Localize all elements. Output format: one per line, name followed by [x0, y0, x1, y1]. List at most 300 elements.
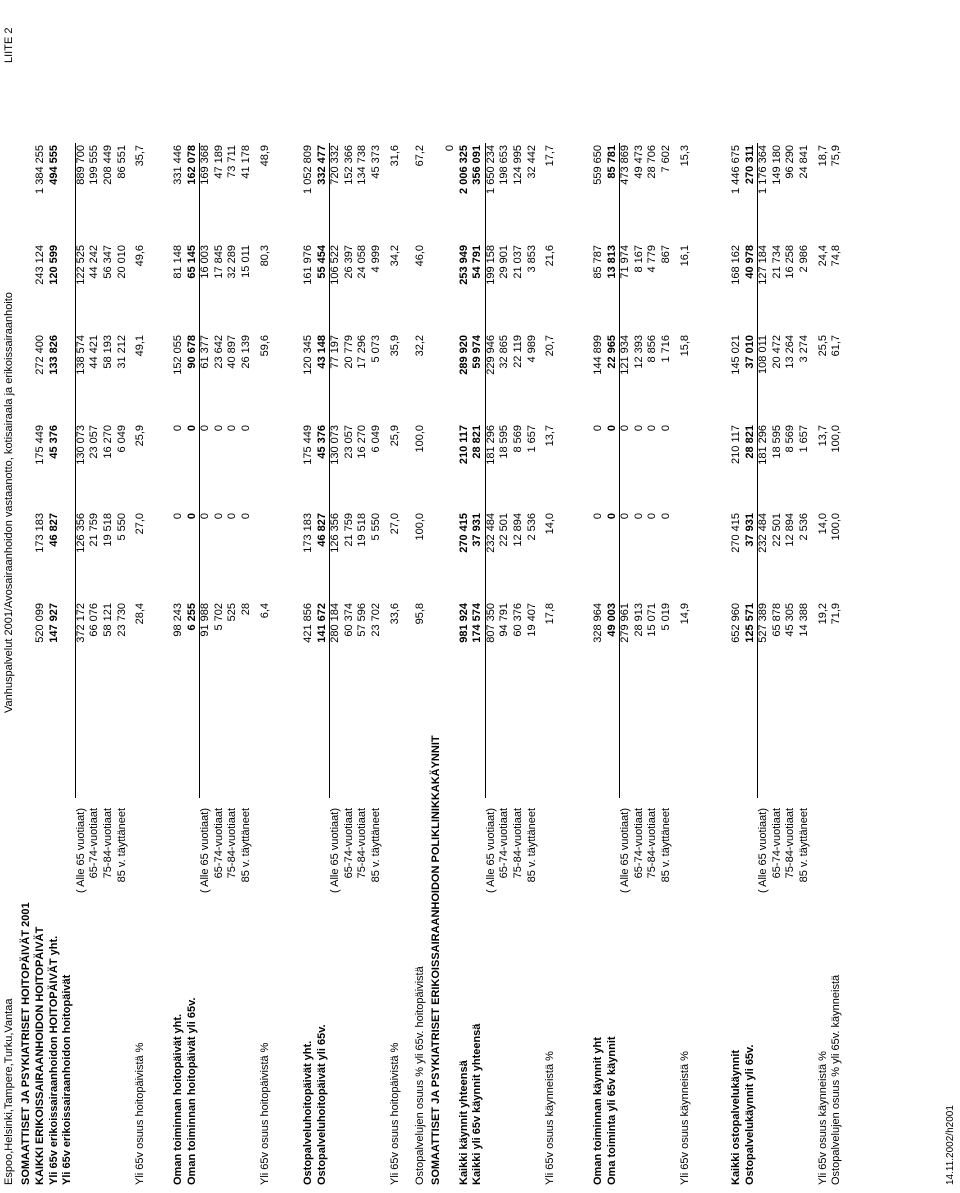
cell-value: 4 999	[370, 245, 382, 273]
cell-value: 15 011	[240, 245, 252, 278]
cell-value: 0	[212, 513, 225, 520]
table-row	[512, 0, 525, 1193]
cell-value: 54 791	[471, 245, 484, 279]
cell-value: 44 421	[88, 335, 101, 369]
row-label: Kaikki ostopalvelukäynnit	[730, 1049, 742, 1185]
cell-value: 14,0	[544, 513, 557, 535]
cell-value: 12 894	[512, 513, 524, 547]
cell-value: 229 946	[484, 335, 497, 375]
cell-value: 5 550	[115, 513, 128, 541]
cell-value: 243 124	[34, 245, 46, 285]
cell-value: 28,4	[134, 603, 147, 625]
table-row	[660, 0, 673, 1193]
cell-value: 45 376	[47, 425, 60, 459]
table-row	[356, 0, 369, 1193]
row-label: Oman toiminnan hoitopäivät yli 65v.	[185, 997, 198, 1185]
cell-value: 21,6	[544, 245, 557, 267]
cell-value: 45 305	[784, 603, 797, 637]
cell-value: 208 449	[102, 145, 114, 185]
table-row	[186, 0, 199, 1193]
cell-value: 867	[660, 245, 672, 264]
cell-value: 20,7	[544, 335, 557, 357]
cell-value: 161 976	[302, 245, 314, 285]
row-label: ( Alle 65 vuotiaat)	[74, 808, 87, 893]
cell-value: 37 931	[471, 513, 484, 547]
cell-value: 22 965	[605, 335, 618, 369]
cell-value: 80,3	[258, 245, 271, 267]
cell-value: 8 167	[632, 245, 645, 273]
cell-value: 59,6	[258, 335, 271, 357]
row-label: ( Alle 65 vuotiaat)	[484, 808, 497, 893]
row-label: Yli 65v osuus hoitopäivistä %	[258, 1042, 271, 1185]
cell-value: 13,7	[816, 425, 829, 447]
cell-value: 18,7	[816, 145, 829, 167]
cell-value: 981 924	[457, 603, 470, 643]
row-label: 75-84-vuotiaat	[646, 808, 659, 879]
table-row	[226, 0, 239, 1193]
row-label: ( Alle 65 vuotiaat)	[757, 808, 770, 893]
cell-value: 58 121	[102, 603, 114, 637]
cell-value: 22 119	[512, 335, 524, 368]
cell-value: 0	[199, 513, 212, 520]
cell-value: 270 311	[743, 145, 756, 185]
cell-value: 1 716	[660, 335, 672, 363]
cell-value: 61 377	[199, 335, 212, 369]
cell-value: 58 193	[102, 335, 114, 369]
cell-value: 0	[240, 425, 252, 432]
cell-value: 49 003	[605, 603, 618, 637]
cell-value: 31 212	[115, 335, 128, 369]
cell-value: 473 869	[619, 145, 632, 185]
cell-value: 17 845	[212, 245, 225, 279]
cell-value: 19,2	[816, 603, 829, 625]
cell-value: 32 289	[226, 245, 239, 279]
cell-value: 331 446	[172, 145, 184, 185]
cell-value: 16 003	[199, 245, 212, 279]
row-label: 85 v. täyttäneet	[798, 808, 810, 883]
cell-value: 100,0	[830, 425, 843, 453]
cell-value: 20 010	[115, 245, 128, 279]
cell-value: 23 057	[88, 425, 101, 459]
table-row	[771, 0, 784, 1193]
cell-value: 210 117	[457, 425, 470, 465]
cell-value: 0	[172, 513, 184, 520]
cell-value: 0	[185, 425, 198, 432]
cell-value: 8 856	[646, 335, 659, 363]
cell-value: 807 350	[484, 603, 497, 643]
cell-value: 0	[226, 425, 239, 432]
cell-value: 23 642	[212, 335, 225, 369]
cell-value: 65 145	[185, 245, 198, 279]
cell-value: 26 397	[342, 245, 355, 279]
cell-value: 120 345	[302, 335, 314, 375]
row-label: ( Alle 65 vuotiaat)	[329, 808, 342, 893]
cell-value: 5 702	[212, 603, 225, 631]
cell-value: 199 555	[88, 145, 101, 185]
cell-value: 145 021	[730, 335, 742, 375]
cell-value: 32 442	[525, 145, 538, 179]
table-row	[302, 0, 315, 1193]
row-label: Yli 65v erikoissairaanhoidon HOITOPÄIVÄT yht.	[47, 935, 60, 1185]
row-label: 85 v. täyttäneet	[525, 808, 538, 883]
cell-value: 169 368	[199, 145, 212, 185]
row-label: 65-74-vuotiaat	[632, 808, 645, 879]
cell-value: 18 595	[770, 425, 783, 459]
row-label: 85 v. täyttäneet	[660, 808, 672, 883]
row-label: Yli 65v osuus käynneistä %	[816, 1051, 829, 1185]
cell-value: 14,0	[816, 513, 829, 535]
cell-value: 100,0	[414, 425, 426, 453]
cell-value: 15,8	[678, 335, 691, 357]
cell-value: 130 073	[74, 425, 87, 465]
cell-value: 98 243	[172, 603, 184, 637]
table-row	[389, 0, 402, 1193]
cell-value: 23 730	[115, 603, 128, 637]
cell-value: 0	[592, 425, 604, 432]
table-row	[633, 0, 646, 1193]
cell-value: 210 117	[730, 425, 742, 464]
cell-value: 162 078	[185, 145, 198, 185]
cell-value: 494 555	[47, 145, 60, 185]
cell-value: 0	[444, 145, 456, 152]
cell-value: 16,1	[678, 245, 691, 267]
cell-value: 22 501	[498, 513, 511, 547]
cell-value: 17,7	[544, 145, 557, 167]
cell-value: 141 672	[315, 603, 328, 643]
cell-value: 2 536	[798, 513, 810, 541]
cell-value: 45 376	[315, 425, 328, 459]
cell-value: 61,7	[830, 335, 843, 357]
cell-value: 73 711	[226, 145, 239, 178]
cell-value: 0	[172, 425, 184, 432]
cell-value: 19 407	[525, 603, 538, 637]
row-label: 75-84-vuotiaat	[226, 808, 239, 879]
cell-value: 32 865	[498, 335, 511, 369]
row-label: 75-84-vuotiaat	[512, 808, 524, 879]
section-title-hoitopaivat: SOMAATTISET JA PSYKIATRISET HOITOPÄIVÄT 2001	[20, 902, 32, 1185]
table-row	[414, 0, 427, 1193]
table-row	[172, 0, 185, 1193]
cell-value: 16 258	[784, 245, 797, 279]
cell-value: 181 296	[484, 425, 497, 465]
row-label: 65-74-vuotiaat	[498, 808, 511, 879]
table-row	[817, 0, 830, 1193]
cell-value: 1 446 675	[730, 145, 742, 194]
cell-value: 126 356	[329, 513, 342, 553]
cell-value: 108 011	[757, 335, 770, 374]
cell-value: 35,7	[134, 145, 147, 167]
cell-value: 174 574	[471, 603, 484, 643]
cell-value: 3 853	[525, 245, 538, 273]
row-label: Yli 65v osuus käynneistä %	[678, 1051, 691, 1185]
cell-value: 86 551	[115, 145, 128, 179]
cell-value: 27,0	[388, 513, 401, 535]
cell-value: 328 964	[592, 603, 604, 643]
cell-value: 21 759	[342, 513, 355, 547]
cell-value: 17 296	[356, 335, 369, 369]
table-row	[646, 0, 659, 1193]
cell-value: 27,0	[134, 513, 147, 535]
cell-value: 71 974	[619, 245, 632, 279]
header-appendix: LIITE 2	[3, 27, 15, 63]
cell-value: 19 518	[102, 513, 114, 547]
cell-value: 1 650 234	[484, 145, 497, 194]
cell-value: 0	[199, 425, 212, 432]
cell-value: 421 856	[302, 603, 314, 643]
cell-value: 85 781	[605, 145, 618, 179]
cell-value: 253 949	[457, 245, 470, 285]
row-label: 65-74-vuotiaat	[770, 808, 783, 879]
cell-value: 198 653	[498, 145, 511, 185]
header-cities: Espoo,Helsinki,Tampere,Turku,Vantaa	[3, 998, 15, 1185]
table-row	[679, 0, 692, 1193]
cell-value: 8 569	[512, 425, 524, 453]
cell-value: 21 037	[512, 245, 524, 279]
row-label: Ostopalvelujen osuus % yli 65v. hoitopäivistä	[414, 966, 426, 1185]
cell-value: 28 821	[743, 425, 756, 459]
cell-value: 85 787	[592, 245, 604, 279]
cell-value: 7 602	[660, 145, 672, 173]
cell-value: 48,9	[258, 145, 271, 167]
cell-value: 175 449	[302, 425, 314, 465]
cell-value: 25,9	[388, 425, 401, 447]
cell-value: 173 183	[302, 513, 314, 553]
cell-value: 3 274	[798, 335, 810, 363]
cell-value: 23 057	[342, 425, 355, 459]
cell-value: 18 595	[498, 425, 511, 459]
cell-value: 28 706	[646, 145, 659, 179]
row-label: Ostopalveluhoitopäivät yli 65v.	[315, 1024, 328, 1185]
cell-value: 23 702	[370, 603, 382, 637]
table-row	[61, 0, 74, 1193]
cell-value: 55 454	[315, 245, 328, 279]
cell-value: 95,8	[414, 603, 426, 625]
cell-value: 2 986	[798, 245, 810, 273]
cell-value: 16 270	[102, 425, 114, 459]
cell-value: 520 099	[34, 603, 46, 643]
table-row	[544, 0, 557, 1193]
cell-value: 60 376	[512, 603, 524, 637]
cell-value: 25,5	[816, 335, 829, 357]
cell-value: 0	[240, 513, 252, 520]
section-title-kaynnit: SOMAATTISET JA PSYKIATRISET ERIKOISSAIRAANHOIDON POLIKLINIKKAKÄYNNIT	[430, 735, 442, 1185]
cell-value: 332 477	[315, 145, 328, 185]
row-label: KAIKKI ERIKOISSAIRAANHOIDON HOITOPÄIVÄT	[34, 926, 46, 1185]
cell-value: 720 332	[329, 145, 342, 185]
cell-value: 20 779	[342, 335, 355, 369]
cell-value: 0	[632, 425, 645, 432]
cell-value: 19 518	[356, 513, 369, 547]
cell-value: 28	[240, 603, 252, 616]
table-row	[259, 0, 272, 1193]
table-row	[329, 0, 342, 1193]
row-label: Yli 65v osuus hoitopäivistä %	[388, 1042, 401, 1185]
cell-value: 28 821	[471, 425, 484, 459]
row-label: Yli 65v osuus käynneistä %	[544, 1051, 557, 1185]
cell-value: 26 139	[240, 335, 252, 369]
cell-value: 652 960	[730, 603, 742, 643]
table-row	[744, 0, 757, 1193]
cell-value: 8 569	[784, 425, 797, 453]
table-row	[757, 0, 770, 1193]
row-label: ( Alle 65 vuotiaat)	[199, 808, 212, 893]
cell-value: 46 827	[315, 513, 328, 547]
row-label: 75-84-vuotiaat	[102, 808, 114, 879]
cell-value: 57 596	[356, 603, 369, 637]
row-label: Oman toiminnan käynnit yht	[592, 1037, 604, 1185]
cell-value: 138 574	[74, 335, 87, 375]
cell-value: 46,0	[414, 245, 426, 267]
cell-value: 122 525	[74, 245, 87, 285]
cell-value: 65 878	[770, 603, 783, 637]
cell-value: 37 931	[743, 513, 756, 547]
table-row	[485, 0, 498, 1193]
cell-value: 1 176 364	[757, 145, 770, 194]
cell-value: 1 657	[525, 425, 538, 453]
cell-value: 59 974	[471, 335, 484, 369]
cell-value: 0	[646, 425, 659, 432]
table-row	[213, 0, 226, 1193]
cell-value: 0	[632, 513, 645, 520]
row-label: Ostopalveluhoitopäivät yht.	[302, 1040, 314, 1185]
cell-value: 49,6	[134, 245, 147, 267]
table-row	[444, 0, 457, 1193]
cell-value: 175 449	[34, 425, 46, 465]
cell-value: 126 356	[74, 513, 87, 553]
table-row	[498, 0, 511, 1193]
cell-value: 525	[226, 603, 239, 622]
row-label: 75-84-vuotiaat	[784, 808, 797, 879]
table-row	[592, 0, 605, 1193]
table-row	[798, 0, 811, 1193]
header-title: Vanhuspalvelut 2001/Avosairaanhoidon vastaanotto, kotisairaala ja erikoissairaanhoito	[3, 292, 15, 713]
table-row	[370, 0, 383, 1193]
cell-value: 5 019	[660, 603, 672, 631]
cell-value: 16 270	[356, 425, 369, 459]
cell-value: 94 791	[498, 603, 511, 637]
table-row	[730, 0, 743, 1193]
table-row	[48, 0, 61, 1193]
cell-value: 889 700	[74, 145, 87, 185]
cell-value: 21 759	[88, 513, 101, 547]
cell-value: 96 290	[784, 145, 797, 179]
cell-value: 28 913	[632, 603, 645, 637]
cell-value: 14,9	[678, 603, 691, 625]
cell-value: 168 162	[730, 245, 742, 285]
cell-value: 24 058	[356, 245, 369, 279]
cell-value: 45 373	[370, 145, 382, 179]
table-row	[34, 0, 47, 1193]
cell-value: 5 073	[370, 335, 382, 363]
cell-value: 4 989	[525, 335, 538, 363]
cell-value: 6 049	[370, 425, 382, 453]
cell-value: 280 184	[329, 603, 342, 643]
cell-value: 91 988	[199, 603, 212, 637]
cell-value: 81 148	[172, 245, 184, 279]
cell-value: 289 920	[457, 335, 470, 375]
cell-value: 2 006 325	[457, 145, 470, 194]
cell-value: 173 183	[34, 513, 46, 553]
cell-value: 144 899	[592, 335, 604, 375]
cell-value: 6 255	[185, 603, 198, 631]
cell-value: 152 055	[172, 335, 184, 375]
cell-value: 5 550	[370, 513, 382, 541]
cell-value: 47 189	[212, 145, 225, 179]
cell-value: 21 734	[770, 245, 783, 279]
cell-value: 6 049	[115, 425, 128, 453]
cell-value: 22 501	[770, 513, 783, 547]
cell-value: 13 264	[784, 335, 797, 369]
cell-value: 40 978	[743, 245, 756, 279]
cell-value: 33,6	[388, 603, 401, 625]
cell-value: 232 484	[484, 513, 497, 553]
cell-value: 31,6	[388, 145, 401, 167]
row-label: 65-74-vuotiaat	[342, 808, 355, 879]
cell-value: 44 242	[88, 245, 101, 279]
cell-value: 75,9	[830, 145, 843, 167]
row-label: Ostopalvelukäynnit yli 65v.	[743, 1044, 756, 1185]
cell-value: 527 389	[757, 603, 770, 643]
table-row	[343, 0, 356, 1193]
row-label: Kaikki käynnit yhteensä	[457, 1060, 470, 1185]
footer-date: 14.11.2002/h2001	[945, 1105, 956, 1185]
cell-value: 74,8	[830, 245, 843, 267]
cell-value: 34,2	[388, 245, 401, 267]
cell-value: 40 897	[226, 335, 239, 369]
table-row	[784, 0, 797, 1193]
cell-value: 67,2	[414, 145, 426, 167]
cell-value: 17,8	[544, 603, 557, 625]
cell-value: 49 473	[632, 145, 645, 179]
cell-value: 66 076	[88, 603, 101, 637]
cell-value: 0	[605, 425, 618, 432]
table-row	[102, 0, 115, 1193]
cell-value: 0	[646, 513, 659, 520]
table-row	[830, 0, 843, 1193]
cell-value: 133 826	[47, 335, 60, 375]
cell-value: 0	[660, 513, 672, 520]
cell-value: 199 158	[484, 245, 497, 285]
cell-value: 0	[660, 425, 672, 432]
cell-value: 127 184	[757, 245, 770, 285]
row-label: 85 v. täyttäneet	[115, 808, 128, 883]
cell-value: 356 091	[471, 145, 484, 185]
cell-value: 272 400	[34, 335, 46, 375]
cell-value: 90 678	[185, 335, 198, 369]
cell-value: 130 073	[329, 425, 342, 465]
cell-value: 71,9	[830, 603, 843, 625]
cell-value: 35,9	[388, 335, 401, 357]
cell-value: 106 522	[329, 245, 342, 285]
table-row	[240, 0, 253, 1193]
cell-value: 12 894	[784, 513, 797, 547]
table-row	[75, 0, 88, 1193]
cell-value: 24,4	[816, 245, 829, 267]
table-row	[526, 0, 539, 1193]
row-label: Oman toiminnan hoitopäivät yht.	[172, 1013, 184, 1185]
row-label: Yli 65v osuus hoitopäivistä %	[134, 1042, 147, 1185]
cell-value: 6,4	[258, 603, 271, 619]
cell-value: 0	[605, 513, 618, 520]
cell-value: 49,1	[134, 335, 147, 357]
cell-value: 152 366	[342, 145, 355, 185]
row-label: Yli 65v erikoissairaanhoidon hoitopäivät	[61, 974, 74, 1185]
cell-value: 15 071	[646, 603, 659, 637]
cell-value: 134 738	[356, 145, 369, 185]
cell-value: 1 052 809	[302, 145, 314, 194]
table-row	[88, 0, 101, 1193]
cell-value: 270 415	[730, 513, 742, 553]
